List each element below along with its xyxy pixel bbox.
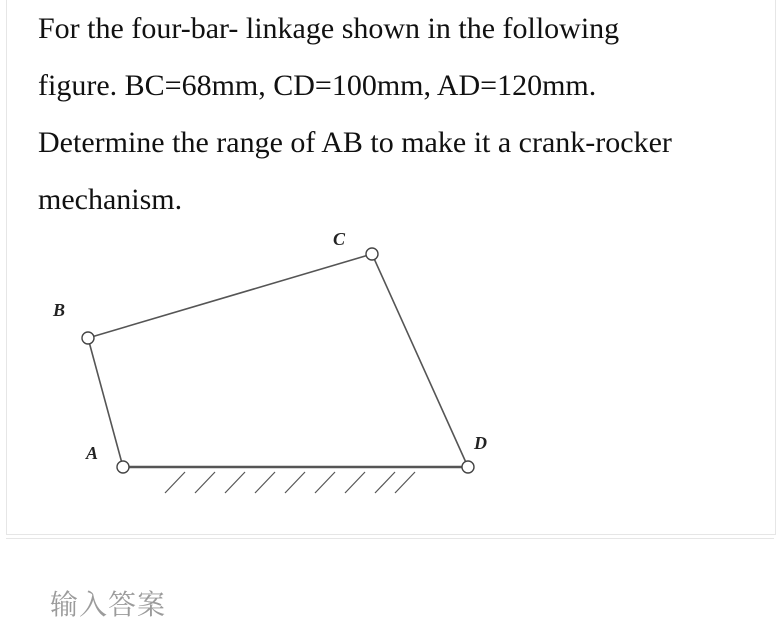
- label-C: C: [333, 229, 346, 249]
- answer-input[interactable]: [6, 538, 774, 620]
- four-bar-linkage-figure: [0, 210, 780, 530]
- question-line-4: mechanism.: [38, 183, 183, 216]
- label-D: D: [474, 433, 487, 453]
- joint-C: [366, 248, 378, 260]
- label-A: A: [86, 443, 99, 463]
- joint-B: [82, 332, 94, 344]
- label-B: B: [53, 300, 66, 320]
- question-line-3: Determine the range of AB to make it a crank-rocker: [38, 126, 672, 159]
- question-text: [38, 0, 758, 228]
- link-CD: [372, 254, 468, 467]
- question-line-2: figure. BC=68mm, CD=100mm, AD=120mm.: [38, 69, 597, 102]
- link-BC: [88, 254, 372, 338]
- question-line-1: For the four-bar- linkage shown in the following: [38, 12, 620, 45]
- joint-A: [117, 461, 129, 473]
- answer-placeholder: 输入答案: [50, 588, 167, 621]
- joint-D: [462, 461, 474, 473]
- ground-hatching: [165, 472, 415, 493]
